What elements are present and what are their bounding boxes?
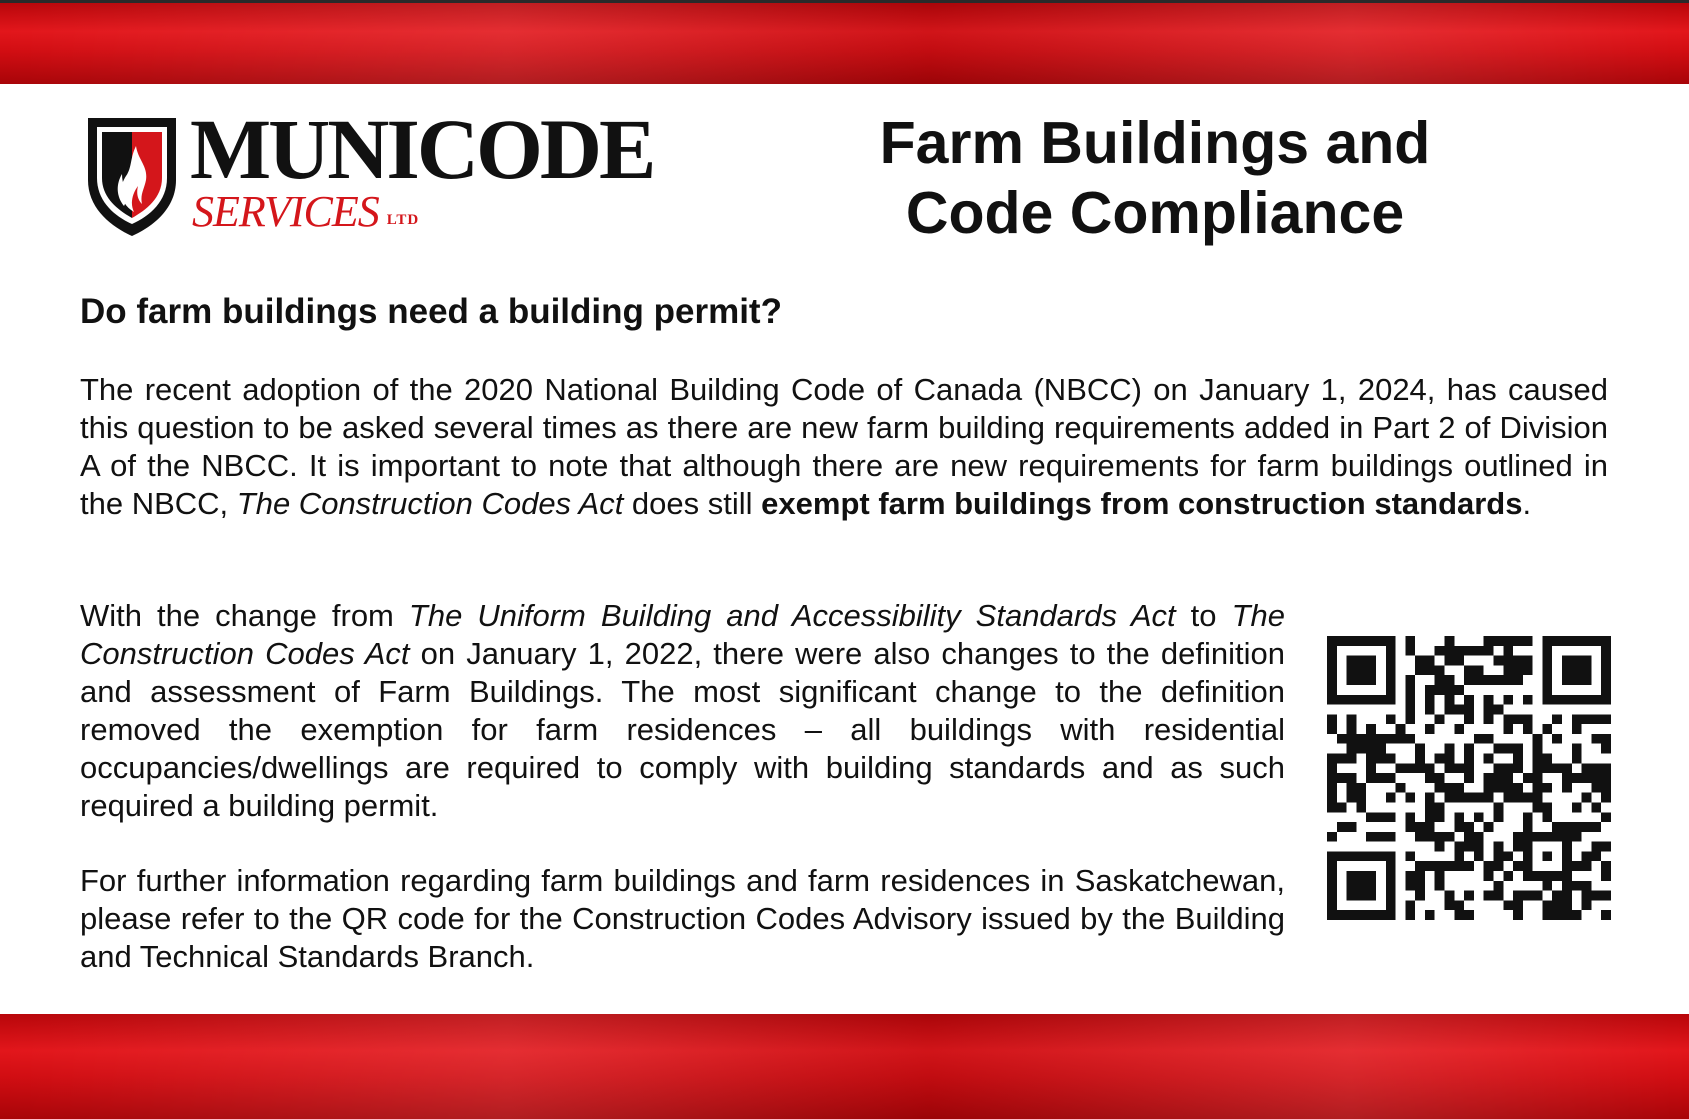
p2-old-act-name: The Uniform Building and Accessibility Standards Act [408,598,1176,633]
p2-text-a: With the change from [80,598,409,633]
bottom-red-band [0,1014,1689,1119]
logo-wordmark: MUNICODE [190,101,654,197]
p1-exemption-emphasis: exempt farm buildings from construction standards [761,486,1523,521]
paragraph-3: For further information regarding farm buildings and farm residences in Saskatchewan, please refer to the QR code for the Construction Codes Advisory issued by the Building and Technical Standards Branch. [80,863,1285,974]
p1-text-c: does still [623,486,762,521]
paragraph-2 [80,597,1285,825]
p2-text-e: on January 1, 2022, there were also changes to the definition and assessment of Farm Buildings. The most significant change to the definition removed the exemption for farm residences – all buildings with residential occupancies/dwellings are required to comply with building standards and as such required a building permit. [80,636,1285,823]
p1-text-a: The recent adoption of the 2020 National Building Code of Canada (NBCC) on January 1, 2024, has caused this question to be asked several times as there are new farm building requirements added in Part 2 of Division A of the NBCC. It is important to note that although there are new requirements for farm buildings outlined in the NBCC, [80,372,1608,521]
logo-services: SERVICES [192,187,379,236]
p2-new-act-name: The Construction Codes Act [80,598,1285,671]
qr-code-graphic [1327,636,1611,920]
p1-text-e: . [1522,486,1532,521]
qr-code-icon[interactable] [1327,636,1611,920]
paragraph-1 [80,371,1608,523]
logo-subtitle [192,187,420,236]
title-line-1: Farm Buildings and [879,110,1431,176]
shield-flame-icon [84,114,180,238]
title-line-2: Code Compliance [905,180,1405,246]
p1-act-name: The Construction Codes Act [236,486,624,521]
logo-ltd: LTD [386,212,420,228]
municode-logo [84,101,684,242]
top-red-band [0,0,1689,84]
p2-text-c: to [1175,598,1232,633]
question-heading: Do farm buildings need a building permit? [80,292,782,331]
document-title [820,108,1490,248]
